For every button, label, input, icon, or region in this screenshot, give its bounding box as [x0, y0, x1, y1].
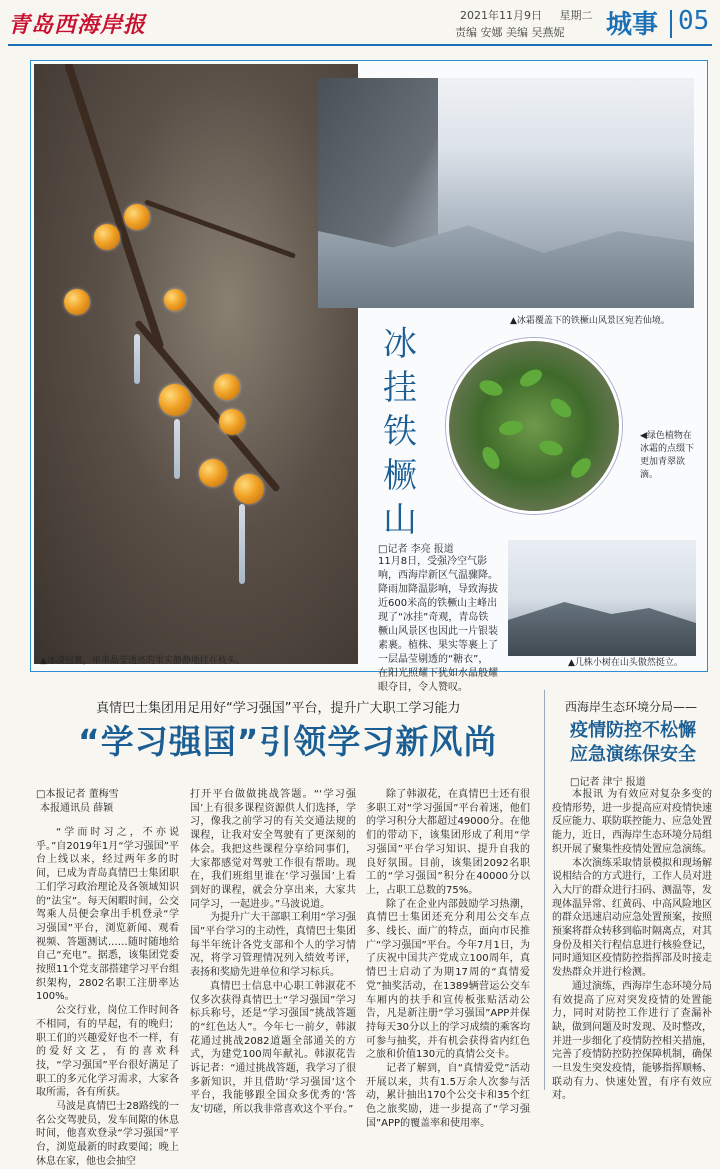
paragraph: 除了在企业内部鼓励学习热潮，真情巴士集团还充分利用公交车点多、线长、面广的特点，面向市民推广“学习强国”平台。今年7月1日，为了庆祝中国共产党成立100周年，真情巴士启动了为期17周的“真情爱党”抽奖活动，在1389辆营运公交车车厢内的扶手和宣传板张贴活动公告，凡是新注册“学习强国”APP并保持每天30分以上的学习成绩的乘客均可参与抽奖，并有机会获得省内红色之旅和价值130元的真情公交卡。 [366, 898, 530, 1061]
feature-title: 冰挂铁橛山 [383, 324, 417, 540]
paragraph: 通过演练，西海岸生态环境分局有效提高了应对突发疫情的处置能力，同时对防控工作进行了查漏补缺，做到问题及时发现、及时整改，并进一步细化了疫情防控相关措施，完善了疫情防控防控保障机制，确保一旦发生突发疫情，能够指挥顺畅、联动有力、快速处置，有序有效应对。 [552, 980, 712, 1102]
article-headline: “学习强国”引领学习新风尚 [78, 722, 498, 761]
paragraph: 本报讯 为有效应对复杂多变的疫情形势，进一步提高应对疫情快速反应能力、联防联控能力、应急处置能力，近日，西海岸生态环境分局组织开展了聚集性疫情处置应急演练。 [552, 789, 712, 855]
paragraph: 公交行业，岗位工作时间各不相同，有的早起，有的晚归；职工们的兴趣爱好也不一样，有的爱好文艺，有的喜欢科技，“学习强国”平台很好满足了职工的多元化学习需求，大家各取所需，各有所获。 [36, 1005, 179, 1099]
column-divider [544, 690, 545, 1090]
paragraph: 打开平台做做挑战答题。“‘学习强国’上有很多课程资源供人们选择，学习，像我之前学习的有关交通法规的课程，让我对安全驾驶有了更深刻的体会。我把这些课程分享给同事们，大家都感觉对驾驶工作很有帮助。现在，我们班组里谁在‘学习强国’上看到好的课程，就会分享出来，大家共同学习，一起进步。”马波说道。 [190, 789, 356, 910]
dateline [460, 7, 593, 23]
issue-weekday: 星期二 [559, 9, 593, 22]
side-kicker: 西海岸生态环境分局—— [565, 700, 698, 714]
page-number: 05 [678, 6, 710, 36]
feature-byline: □记者 李亮 报道 [378, 544, 454, 555]
byline-correspondent: 本报通讯员 薛颖 [40, 803, 114, 814]
masthead-rule [8, 44, 712, 46]
paragraph: 记者了解到，自“真情爱党”活动开展以来，共有1.5万余人次参与活动，累计抽出170个公交卡和35个红色之旅奖励，进一步提高了“学习强国”APP的覆盖率和使用率。 [366, 1063, 530, 1129]
masthead [0, 0, 720, 48]
article-column-1 [36, 826, 179, 1169]
feature-body: 11月8日，受强冷空气影响，西海岸新区气温骤降。降雨加降温影响，导致海拔近600米高的铁橛山主峰出现了“冰挂”奇观，青岛铁橛山风景区也因此一片银装素裹。植株、果实等裹上了一层晶莹剔透的“糖衣”，在阳光照耀下犹如水晶般耀眼夺目，令人赞叹。 [378, 556, 498, 693]
issue-date: 2021年11月9日 [460, 9, 542, 22]
section-divider [670, 10, 672, 38]
section-name: 城事 [606, 10, 659, 40]
paragraph: 真情巴士信息中心职工韩淑花不仅多次获得真情巴士“学习强国”学习标兵称号，还是“学习强国”挑战答题的“红色达人”。今年七一前夕，韩淑花通过挑战2082道题全部通关的方式，为建党100周年献礼。韩淑花告诉记者：“通过挑战答题，我学习了很多新知识，并且借助‘学习强国’这个平台，我能够跟全国众多优秀的‘答友’切磋，所以我非常喜欢这个平台。” [190, 980, 356, 1116]
paragraph: 本次演练采取情景模拟和现场解说相结合的方式进行，工作人员对进入大厅的群众进行扫码、测温等，发现体温异常、红黄码、中高风险地区的群众迅速启动应急处置预案，按照预案将群众转移到临时隔离点，对其身份及相关行程信息进行核验登记，同时通知区疫情防控指挥部及时接走发热群众并进行检测。 [552, 857, 712, 979]
photo-green-plants [446, 338, 622, 514]
paragraph: 为提升广大干部职工利用“学习强国”平台学习的主动性，真情巴士集团每半年统计各党支部和个人的学习情况，将学习管理情况列入绩效考评，表扬和奖励先进单位和学习标兵。 [190, 912, 356, 979]
side-headline-line-2: 应急演练保安全 [570, 744, 696, 765]
side-headline-line-1: 疫情防控不松懈 [570, 720, 696, 741]
photo-frosted-mountain [318, 78, 694, 308]
article-column-2 [190, 788, 356, 1117]
byline-reporter: □本报记者 董梅雪 [36, 789, 119, 800]
paragraph: 除了韩淑花，在真情巴士还有很多职工对“学习强国”平台着迷，他们的学习积分大都超过49000分。在他们的带动下，该集团形成了利用“学习强国”平台学习知识、提升自我的良好氛围。目前，该集团2092名职工的“学习强国”积分在40000分以上，占职工总数的75%。 [366, 789, 530, 896]
photo-frozen-berries [34, 64, 358, 664]
caption-mountain: ▲冰霜覆盖下的铁橛山风景区宛若仙境。 [510, 316, 670, 326]
article-column-3 [366, 788, 530, 1131]
article-kicker: 真情巴士集团用足用好“学习强国”平台，提升广大职工学习能力 [96, 701, 461, 716]
newspaper-logo: 青岛西海岸报 [8, 12, 147, 38]
editors-line: 责编 安娜 美编 吴燕妮 [455, 26, 565, 39]
paragraph: 马波是真情巴士28路线的一名公交驾驶员，发车间隙的休息时间，他喜欢登录“学习强国”平台，浏览最新的时政要闻；晚上休息在家，他也会抽空 [36, 1101, 179, 1167]
side-byline: □记者 津宁 报道 [570, 777, 646, 788]
caption-trees: ▲几株小树在山头傲然挺立。 [568, 658, 683, 668]
paragraph: “学而时习之，不亦说乎。”自2019年1月“学习强国”平台上线以来，经过两年多的时间，已成为青岛真情巴士集团职工们学习政治理论及各领域知识的“法宝”。每天闲暇时间，公交驾乘人员便会拿出手机登录“学习强国”平台，浏览新闻、观看视频、答题测试……随时随地给自己“充电”。据悉，该集团党委按照11个党支部搭建学习平台组织架构，2802名职工注册率达100%。 [36, 827, 179, 1003]
caption-berries: ▲冰凌包裹，串串晶莹透亮的果实静静地挂在枝头。 [40, 656, 245, 666]
article-byline [36, 788, 119, 816]
photo-small-trees [508, 540, 696, 656]
side-article-column [552, 788, 712, 1103]
caption-plants: ◀绿色植物在冰霜的点缀下更加青翠欲滴。 [640, 431, 695, 480]
